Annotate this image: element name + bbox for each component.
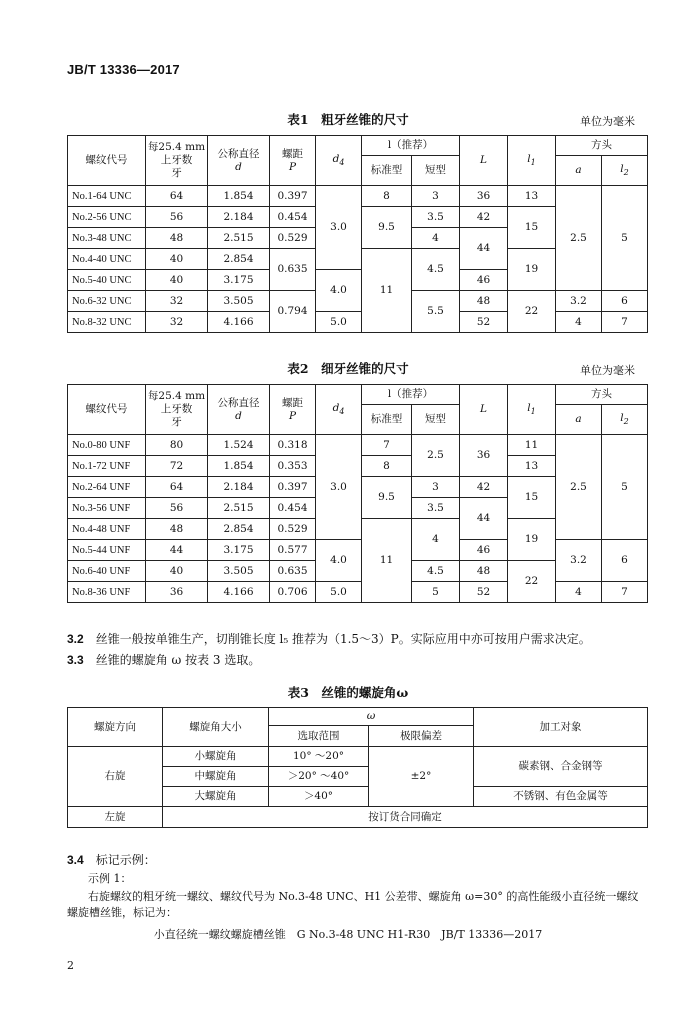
table-cell: 2.854: [208, 519, 270, 540]
header-d4: $d_4$: [316, 385, 362, 435]
table-cell: 4: [556, 582, 602, 603]
table3-caption: 表3 丝锥的螺旋角ω: [287, 685, 409, 700]
table-cell: No.6-32 UNC: [68, 291, 146, 312]
table-cell: 52: [460, 312, 508, 333]
table-cell: 56: [146, 207, 208, 228]
page-number: 2: [67, 959, 74, 972]
table-cell: 32: [146, 312, 208, 333]
table-cell: 48: [460, 291, 508, 312]
table-cell: 中螺旋角: [163, 767, 269, 787]
table-cell: 0.353: [270, 456, 316, 477]
table-cell: 11: [508, 435, 556, 456]
table-cell: No.3-56 UNF: [68, 498, 146, 519]
table-cell: 3.2: [556, 540, 602, 582]
header-omega: ω: [269, 708, 474, 726]
table-cell: 0.397: [270, 186, 316, 207]
clause-3-3: 3.3 丝锥的螺旋角 ω 按表 3 选取。: [67, 653, 261, 667]
table-cell: No.5-40 UNC: [68, 270, 146, 291]
table-cell: 0.454: [270, 498, 316, 519]
table-cell: 8: [362, 456, 412, 477]
header-d4: $d_4$: [316, 136, 362, 186]
table1-caption: 表1 粗牙丝锥的尺寸: [287, 112, 409, 127]
table-cell: ＞20° ～40°: [269, 767, 369, 787]
clause-3-4: 3.4 标记示例：: [67, 853, 156, 867]
table-cell: 5: [412, 582, 460, 603]
table-cell: 按订货合同确定: [163, 807, 648, 828]
table-cell: 22: [508, 561, 556, 603]
table-cell: 52: [460, 582, 508, 603]
table-cell: 1.524: [208, 435, 270, 456]
table-cell: 36: [146, 582, 208, 603]
table-cell: 3: [412, 477, 460, 498]
header-pitch: 螺距 P: [270, 385, 316, 435]
table-cell: No.2-64 UNF: [68, 477, 146, 498]
table-cell: 大螺旋角: [163, 787, 269, 807]
header-l1: $l_1$: [508, 385, 556, 435]
table-cell: No.4-40 UNC: [68, 249, 146, 270]
clause-3-2: 3.2 丝锥一般按单锥生产，切削锥长度 l₅ 推荐为（1.5～3）P。实际应用中亦可按用户需求决定。: [67, 632, 591, 646]
table-cell: 4: [412, 228, 460, 249]
table3: [67, 707, 648, 828]
header-standard: 标准型: [362, 405, 412, 435]
table-cell: 9.5: [362, 207, 412, 249]
table-cell: 1.854: [208, 186, 270, 207]
table-cell: 3.0: [316, 435, 362, 540]
header-short: 短型: [412, 156, 460, 186]
table-cell: 5.0: [316, 582, 362, 603]
header-thread-code: 螺纹代号: [68, 136, 146, 186]
table-cell: 36: [460, 186, 508, 207]
header-square-head: 方头: [556, 136, 648, 156]
header-deviation: 极限偏差: [369, 726, 474, 747]
table-cell: 3.505: [208, 561, 270, 582]
header-l2: $l_2$: [602, 405, 648, 435]
table-cell: 0.794: [270, 291, 316, 333]
table-cell: 64: [146, 477, 208, 498]
table-cell: 4.166: [208, 312, 270, 333]
header-L: L: [460, 136, 508, 186]
marking-example: 小直径统一螺纹螺旋槽丝锥 G No.3-48 UNC H1-R30 JB/T 13336—2017: [153, 928, 543, 941]
table-cell: 40: [146, 561, 208, 582]
table-cell: 2.5: [412, 435, 460, 477]
standard-number: JB/T 13336—2017: [67, 62, 180, 77]
table-cell: 48: [460, 561, 508, 582]
table-cell: 3.505: [208, 291, 270, 312]
table-cell: 3.175: [208, 270, 270, 291]
table2: [67, 384, 648, 603]
table-cell: No.8-32 UNC: [68, 312, 146, 333]
table-cell: 右旋: [68, 747, 163, 807]
table-cell: 22: [508, 291, 556, 333]
table-cell: 0.635: [270, 249, 316, 291]
table-cell: 40: [146, 249, 208, 270]
table-cell: 3.2: [556, 291, 602, 312]
table-cell: 3.5: [412, 207, 460, 228]
table-cell: 3.0: [316, 186, 362, 270]
table-cell: 44: [146, 540, 208, 561]
header-tpi: 每25.4 mm 上牙数 牙: [146, 136, 208, 186]
table-cell: 36: [460, 435, 508, 477]
header-short: 短型: [412, 405, 460, 435]
table-cell: 5: [602, 186, 648, 291]
table-cell: 13: [508, 186, 556, 207]
table-cell: 左旋: [68, 807, 163, 828]
table-cell: 3.5: [412, 498, 460, 519]
table-cell: 不锈钢、有色金属等: [474, 787, 648, 807]
table-cell: 40: [146, 270, 208, 291]
header-workpiece: 加工对象: [474, 708, 648, 747]
table-cell: 4.0: [316, 540, 362, 582]
table1-unit: 单位为毫米: [580, 115, 635, 128]
header-l-recommended: l（推荐）: [362, 385, 460, 405]
header-L: L: [460, 385, 508, 435]
header-nominal-diameter: 公称直径 d: [208, 385, 270, 435]
table-cell: 碳素钢、合金钢等: [474, 747, 648, 787]
table-cell: 0.635: [270, 561, 316, 582]
table-cell: 4.166: [208, 582, 270, 603]
table-cell: 6: [602, 540, 648, 582]
table-cell: 15: [508, 477, 556, 519]
table-cell: 44: [460, 228, 508, 270]
table-cell: 72: [146, 456, 208, 477]
table-cell: 42: [460, 207, 508, 228]
example-label: 示例 1：: [88, 872, 132, 885]
table-cell: 2.184: [208, 477, 270, 498]
table-cell: 2.515: [208, 228, 270, 249]
table-cell: No.4-48 UNF: [68, 519, 146, 540]
table-cell: 5: [602, 435, 648, 540]
table-cell: 0.529: [270, 228, 316, 249]
table-cell: No.8-36 UNF: [68, 582, 146, 603]
table-cell: 8: [362, 186, 412, 207]
table-cell: 48: [146, 228, 208, 249]
header-tpi: 每25.4 mm 上牙数 牙: [146, 385, 208, 435]
table-cell: 11: [362, 519, 412, 603]
header-helix-direction: 螺旋方向: [68, 708, 163, 747]
table-cell: 46: [460, 540, 508, 561]
table2-unit: 单位为毫米: [580, 364, 635, 377]
table-cell: 13: [508, 456, 556, 477]
table-cell: 0.577: [270, 540, 316, 561]
header-pitch: 螺距 P: [270, 136, 316, 186]
table-cell: 80: [146, 435, 208, 456]
table-cell: 2.854: [208, 249, 270, 270]
table-cell: 3: [412, 186, 460, 207]
table-cell: 7: [602, 312, 648, 333]
header-a: a: [556, 405, 602, 435]
header-helix-size: 螺旋角大小: [163, 708, 269, 747]
header-l2: $l_2$: [602, 156, 648, 186]
table-cell: No.3-48 UNC: [68, 228, 146, 249]
table-cell: 5.0: [316, 312, 362, 333]
header-standard: 标准型: [362, 156, 412, 186]
table-cell: 48: [146, 519, 208, 540]
table-cell: 1.854: [208, 456, 270, 477]
table-cell: 10° ～20°: [269, 747, 369, 767]
table-cell: 11: [362, 249, 412, 333]
table-cell: 0.318: [270, 435, 316, 456]
table-cell: 19: [508, 519, 556, 561]
table2-caption: 表2 细牙丝锥的尺寸: [287, 361, 409, 376]
table-cell: No.1-64 UNC: [68, 186, 146, 207]
table-cell: 4.5: [412, 561, 460, 582]
table-cell: 0.454: [270, 207, 316, 228]
table-cell: 0.706: [270, 582, 316, 603]
table-cell: No.1-72 UNF: [68, 456, 146, 477]
table-cell: 4: [556, 312, 602, 333]
table-cell: 56: [146, 498, 208, 519]
table-cell: 2.5: [556, 186, 602, 291]
table-cell: 15: [508, 207, 556, 249]
table-cell: 5.5: [412, 291, 460, 333]
table-cell: No.2-56 UNC: [68, 207, 146, 228]
table-cell: 0.529: [270, 519, 316, 540]
table-cell: 32: [146, 291, 208, 312]
table-cell: No.0-80 UNF: [68, 435, 146, 456]
table-cell: 4: [412, 519, 460, 561]
table-cell: 46: [460, 270, 508, 291]
table-cell: ＞40°: [269, 787, 369, 807]
table-cell: No.5-44 UNF: [68, 540, 146, 561]
table1: [67, 135, 648, 333]
header-square-head: 方头: [556, 385, 648, 405]
header-l-recommended: l（推荐）: [362, 136, 460, 156]
table-cell: 4.0: [316, 270, 362, 312]
table-cell: ±2°: [369, 747, 474, 807]
table-cell: 小螺旋角: [163, 747, 269, 767]
table-cell: 2.515: [208, 498, 270, 519]
table-cell: 19: [508, 249, 556, 291]
header-range: 选取范围: [269, 726, 369, 747]
table-cell: 2.5: [556, 435, 602, 540]
table-cell: 9.5: [362, 477, 412, 519]
table-cell: 7: [362, 435, 412, 456]
table-cell: 42: [460, 477, 508, 498]
header-thread-code: 螺纹代号: [68, 385, 146, 435]
table-cell: 4.5: [412, 249, 460, 291]
table-cell: 6: [602, 291, 648, 312]
table-cell: 2.184: [208, 207, 270, 228]
table-cell: 3.175: [208, 540, 270, 561]
header-nominal-diameter: 公称直径 d: [208, 136, 270, 186]
table-cell: 64: [146, 186, 208, 207]
header-a: a: [556, 156, 602, 186]
example-body: 右旋螺纹的粗牙统一螺纹、螺纹代号为 No.3-48 UNC、H1 公差带、螺旋角 ω=30° 的高性能级小直径统一螺纹螺旋槽丝锥，标记为：: [67, 890, 639, 919]
table-cell: No.6-40 UNF: [68, 561, 146, 582]
header-l1: $l_1$: [508, 136, 556, 186]
table-cell: 0.397: [270, 477, 316, 498]
table-cell: 7: [602, 582, 648, 603]
table-cell: 44: [460, 498, 508, 540]
